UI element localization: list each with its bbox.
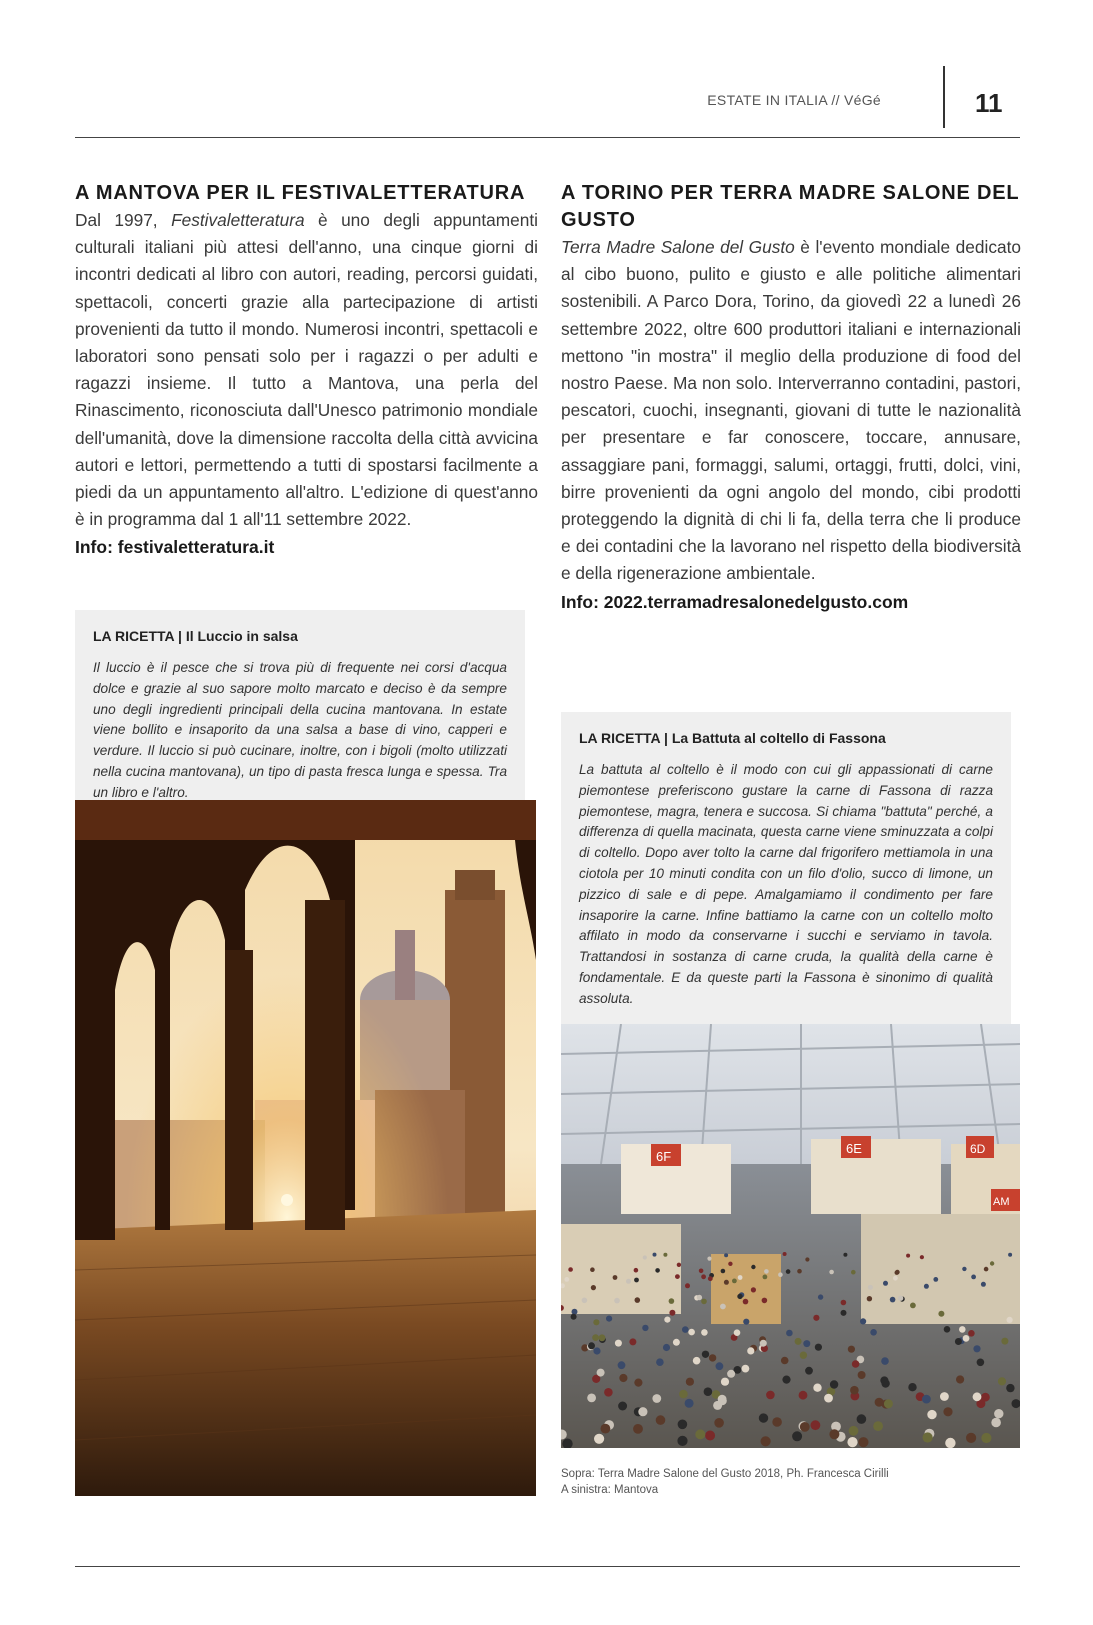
running-header: ESTATE IN ITALIA // VéGé: [707, 92, 881, 108]
festival-name: Festivaletteratura: [171, 210, 305, 230]
body-rest-torino: è l'evento mondiale dedicato al cibo buono, pulito e giusto e alle politiche alimentari sostenibili. A Parco Dora, Torino, da giovedì 22 a lunedì 26 settembre 2022, oltre 600 produttori italiani e internazionali mettono "in mostra" il meglio della produzione di food del nostro Paese. Ma non solo. Interverranno contadini, pastori, pescatori, cuochi, insegnanti, giovani di tutte le nazionalità per presentare e far conoscere, toccare, annusare, assaggiare pani, formaggi, salumi, ortaggi, frutti, dolci, vini, birre provenienti da ogni angolo del mondo, cibi prodotti proteggendo la dignità di chi li fa, della terra che li produce e dei contadini che la lavorano nel rispetto della biodiversità e della rigenerazione ambientale.: [561, 237, 1021, 584]
page-number: 11: [975, 88, 1003, 118]
header-divider: [943, 66, 945, 128]
info-link-mantova[interactable]: Info: festivaletteratura.it: [75, 537, 275, 558]
recipe-title-fassona: LA RICETTA | La Battuta al coltello di Fassona: [579, 730, 886, 746]
stand-label-6f: 6F: [656, 1149, 672, 1164]
photo-caption: [561, 1466, 889, 1498]
recipe-text-luccio: Il luccio è il pesce che si trova più di frequente nei corsi d'acqua dolce e grazie al suo sapore molto marcato e deciso è da sempre uno degli ingredienti principali della cucina mantovana. In estate viene bollito e insaporito da una salsa a base di vino, capperi e verdure. Il luccio si può cucinare, inoltre, con i bigoli (molto utilizzati nella cucina mantovana), un tipo di pasta fresca lunga e spessa. Tra un libro e l'altro.: [93, 660, 507, 800]
article-torino: [561, 180, 1021, 616]
stand-label-am: AM: [993, 1196, 1010, 1208]
stand-label-6d: 6D: [970, 1142, 986, 1156]
bottom-rule: [75, 1566, 1020, 1567]
recipe-title-luccio: LA RICETTA | Il Luccio in salsa: [93, 628, 298, 644]
article-body-mantova: [75, 207, 538, 533]
caption-line-left: A sinistra: Mantova: [561, 1484, 659, 1496]
mantova-photo: [75, 800, 536, 1496]
mantova-arcade-illustration: [75, 800, 536, 1496]
top-rule: [75, 137, 1020, 138]
caption-line-top: Sopra: Terra Madre Salone del Gusto 2018, Ph. Francesca Cirilli: [561, 1468, 889, 1480]
exhibition-hall-illustration: [561, 1024, 1020, 1448]
stand-label-6e: 6E: [846, 1141, 862, 1156]
article-mantova: [75, 180, 538, 561]
info-link-torino[interactable]: Info: 2022.terramadresalonedelgusto.com: [561, 591, 909, 612]
article-title-mantova: A MANTOVA PER IL FESTIVALETTERATURA: [75, 182, 526, 204]
article-body-torino: [561, 234, 1021, 588]
event-name: Terra Madre Salone del Gusto: [561, 237, 795, 257]
recipe-box-luccio: [75, 610, 525, 800]
body-rest: è uno degli appuntamenti culturali italiani più attesi dell'anno, una cinque giorni di incontri dedicati al libro con autori, reading, percorsi guidati, spettacoli, concerti grazie alla partecipazione di artisti provenienti da tutto il mondo. Numerosi incontri, spettacoli e laboratori sono pensati solo per i ragazzi o per adulti e ragazzi insieme. Il tutto a Mantova, una perla del Rinascimento, riconosciuta dall'Unesco patrimonio mondiale dell'umanità, dove la dimensione raccolta della città avvicina autori e lettori, permettendo a tutti di spostarsi facilmente a piedi da un appuntamento all'altro. L'edizione di quest'anno è in programma dal 1 all'11 settembre 2022.: [75, 210, 539, 530]
article-title-torino: A TORINO PER TERRA MADRE SALONE DEL GUSTO: [561, 182, 1020, 231]
terra-madre-photo: [561, 1024, 1020, 1448]
recipe-box-fassona: [561, 712, 1011, 1024]
body-intro: Dal 1997,: [75, 210, 172, 230]
recipe-text-fassona: La battuta al coltello è il modo con cui gli appassionati di carne piemontese preferiscono gustare la carne di Fassona di razza piemontese, magra, tenera e succosa. Si chiama "battuta" perché, a differenza di quella macinata, questa carne viene sminuzzata a colpi di coltello. Dopo aver tolto la carne dal frigorifero mettiamola in una ciotola per 10 minuti condita con un filo d'olio, succo di limone, un pizzico di sale e di pepe. Amalgamiamo il condimento per fare insaporire la carne. Infine battiamo la carne con un coltello molto affilato in modo da conservarne i succhi e serviamo in tavola. Trattandosi in sostanza di carne cruda, la qualità della carne è fondamentale. E da queste parti la Fassona è sinonimo di qualità assoluta.: [579, 762, 993, 1006]
